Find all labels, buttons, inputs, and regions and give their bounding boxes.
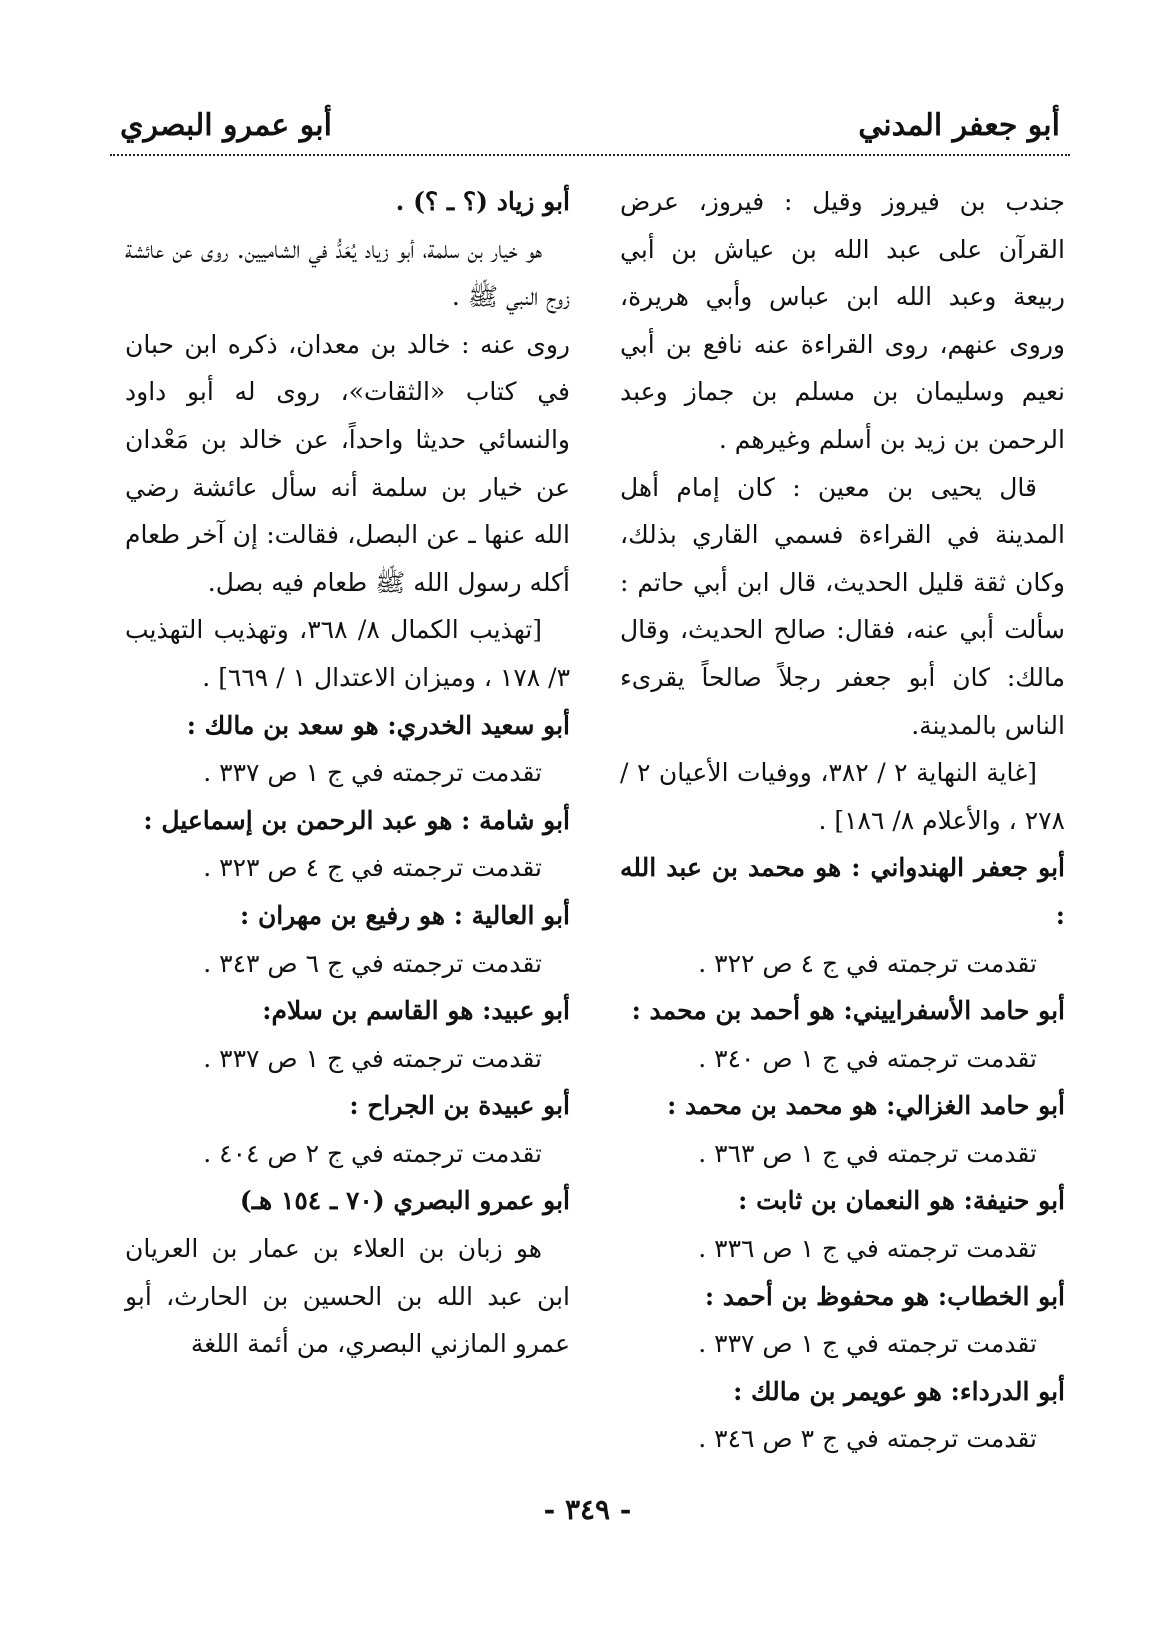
entry-heading: أبو الخطاب: هو محفوظ بن أحمد : — [704, 1281, 1065, 1311]
paragraph: هو زبان بن العلاء بن عمار بن العريان ابن عبد الله بن الحسين بن الحارث، أبو عمرو المازني البصري، من أئمة اللغة — [125, 1234, 570, 1359]
entry-crossref: تقدمت ترجمته في ج ٤ ص ٣٢٢ . — [698, 948, 1037, 978]
running-header — [110, 100, 1070, 156]
header-left-title: أبو عمرو البصري — [120, 108, 332, 143]
entry-heading: أبو حامد الغزالي: هو محمد بن محمد : — [667, 1091, 1065, 1121]
entry-crossref: تقدمت ترجمته في ج ١ ص ٣٤٠ . — [698, 1043, 1037, 1073]
reference: [غاية النهاية ٢ / ٣٨٢، ووفيات الأعيان ٢ / ٢٧٨ ، والأعلام ٨/ ١٨٦] . — [620, 758, 1065, 835]
entry-heading: أبو عبيد: هو القاسم بن سلام: — [262, 996, 570, 1026]
entry-crossref: تقدمت ترجمته في ج ١ ص ٣٦٣ . — [698, 1138, 1037, 1168]
reference: [تهذيب الكمال ٨/ ٣٦٨، وتهذيب التهذيب ٣/ ١٧٨ ، وميزان الاعتدال ١ / ٦٦٩] . — [125, 615, 570, 692]
entry-heading: أبو جعفر الهندواني : هو محمد بن عبد الله : — [620, 853, 1065, 930]
paragraph: جندب بن فيروز وقيل : فيروز، عرض القرآن على عبد الله بن عياش بن أبي ربيعة وعبد الله ابن عباس وأبي هريرة، وروى عنهم، روى القراءة عنه نافع بن أبي نعيم وسليمان بن مسلم بن جماز وعبد الرحمن بن زيد بن أسلم وغيرهم . — [620, 187, 1066, 454]
entry-heading: أبو زياد (؟ ـ ؟) . — [395, 187, 570, 216]
entry-heading: أبو شامة : هو عبد الرحمن بن إسماعيل : — [143, 805, 570, 835]
entry-crossref: تقدمت ترجمته في ج ١ ص ٣٣٧ . — [203, 1043, 542, 1073]
left-column — [125, 178, 570, 1368]
entry-heading: أبو الدرداء: هو عويمر بن مالك : — [733, 1376, 1065, 1406]
page-number: - ٣٤٩ - — [543, 1493, 632, 1526]
entry-heading: أبو سعيد الخدري: هو سعد بن مالك : — [186, 710, 570, 740]
right-column — [620, 178, 1065, 1463]
entry-heading: أبو حامد الأسفراييني: هو أحمد بن محمد : — [631, 996, 1065, 1026]
entry-crossref: تقدمت ترجمته في ج ٤ ص ٣٢٣ . — [203, 853, 542, 883]
entry-heading: أبو حنيفة: هو النعمان بن ثابت : — [738, 1186, 1065, 1216]
paragraph: روى عنه : خالد بن معدان، ذكره ابن حبان في كتاب «الثقات»، روى له أبو داود والنسائي حديثا واحداً، عن خالد بن مَعْدان عن خيار بن سلمة أنه سأل عائشة رضي الله عنها ـ عن البصل، فقالت: إن آخر طعام أكله رسول الله ﷺ طعام فيه بصل. — [125, 329, 570, 597]
entry-heading: أبو عمرو البصري (٧٠ ـ ١٥٤ هـ) — [239, 1186, 570, 1216]
entry-heading: أبو العالية : هو رفيع بن مهران : — [240, 900, 570, 930]
paragraph: هو خيار بن سلمة، أبو زياد يُعَدُّ في الشاميين. روى عن عائشة زوج النبي ﷺ . — [125, 234, 570, 312]
paragraph: قال يحيى بن معين : كان إمام أهل المدينة في القراءة فسمي القاري بذلك، وكان ثقة قليل الحديث، قال ابن أبي حاتم : سألت أبي عنه، فقال: صالح الحديث، وقال مالك: كان أبو جعفر رجلاً صالحاً يقرىء الناس بالمدينة. — [620, 472, 1065, 740]
entry-crossref: تقدمت ترجمته في ج ١ ص ٣٣٧ . — [203, 758, 542, 788]
entry-crossref: تقدمت ترجمته في ج ١ ص ٣٣٧ . — [698, 1329, 1037, 1359]
entry-crossref: تقدمت ترجمته في ج ٣ ص ٣٤٦ . — [698, 1424, 1037, 1454]
entry-heading: أبو عبيدة بن الجراح : — [349, 1091, 570, 1121]
entry-crossref: تقدمت ترجمته في ج ١ ص ٣٣٦ . — [698, 1234, 1037, 1264]
entry-crossref: تقدمت ترجمته في ج ٢ ص ٤٠٤ . — [203, 1138, 542, 1168]
entry-crossref: تقدمت ترجمته في ج ٦ ص ٣٤٣ . — [203, 948, 542, 978]
header-right-title: أبو جعفر المدني — [858, 108, 1060, 143]
